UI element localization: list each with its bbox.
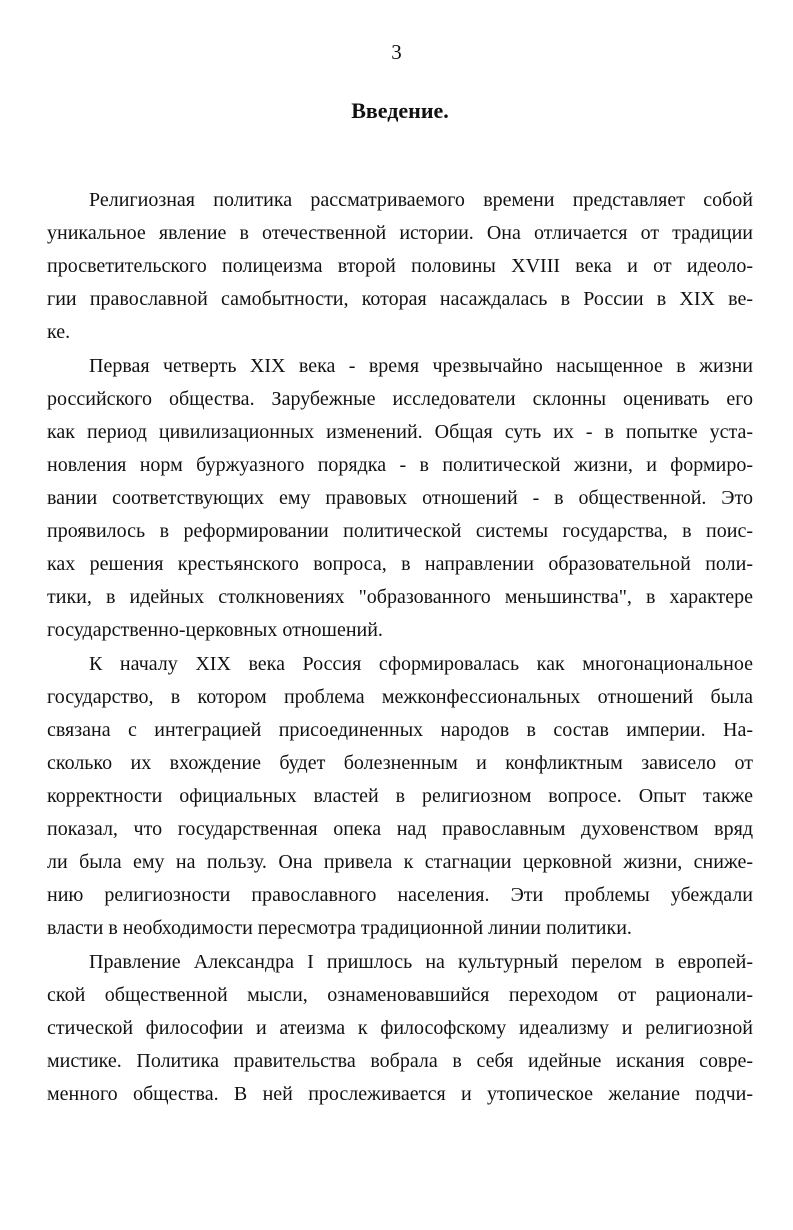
paragraph-line: проявилось в реформировании политической системы государства, в поис- [47,520,753,542]
paragraph-line: мистике. Политика правительства вобрала в себя идейные искания совре- [47,1050,753,1072]
paragraph-line: ках решения крестьянского вопроса, в направлении образовательной поли- [47,553,753,575]
page-title: Введение. [351,98,449,123]
paragraph-line: Религиозная политика рассматриваемого времени представляет собой [89,189,753,211]
page-number: 3 [391,40,402,64]
paragraph-line: тики, в идейных столкновениях "образованного меньшинства", в характере [47,586,753,608]
paragraph-line: просветительского полицеизма второй половины XVIII века и от идеоло- [47,255,753,277]
paragraph-line: вании соответствующих ему правовых отношений - в общественной. Это [47,487,753,509]
paragraph-line: государственно-церковных отношений. [47,619,383,641]
paragraph-line: власти в необходимости пересмотра традиционной линии политики. [47,917,632,939]
paragraph-1 [47,184,753,349]
paragraph-line: новления норм буржуазного порядка - в политической жизни, и формиро- [47,454,753,476]
paragraph-line: ской общественной мысли, ознаменовавшийся переходом от рационали- [47,984,753,1006]
paragraph-line: как период цивилизационных изменений. Общая суть их - в попытке уста- [47,421,753,443]
paragraph-line: корректности официальных властей в религиозном вопросе. Опыт также [47,785,753,807]
paragraph-line: ли была ему на пользу. Она привела к стагнации церковной жизни, сниже- [47,851,753,873]
paragraph-line: показал, что государственная опека над православным духовенством вряд [47,818,753,840]
paragraph-line: государство, в котором проблема межконфессиональных отношений была [47,686,753,708]
paragraph-line: российского общества. Зарубежные исследователи склонны оценивать его [47,388,753,410]
paragraph-4 [47,946,753,1111]
paragraph-3 [47,648,753,945]
paragraph-line: К началу XIX века Россия сформировалась как многонациональное [89,653,753,675]
paragraph-line: ке. [47,321,71,343]
paragraph-line: нию религиозности православного населения. Эти проблемы убеждали [47,884,753,906]
paragraph-line: сколько их вхождение будет болезненным и конфликтным зависело от [47,752,753,774]
document-body [47,184,753,1112]
paragraph-2 [47,350,753,647]
paragraph-line: стической философии и атеизма к философскому идеализму и религиозной [47,1017,753,1039]
paragraph-line: менного общества. В ней прослеживается и утопическое желание подчи- [47,1083,753,1105]
paragraph-line: уникальное явление в отечественной истории. Она отличается от традиции [47,222,753,244]
paragraph-line: Правление Александра I пришлось на культурный перелом в европей- [89,951,753,973]
paragraph-line: связана с интеграцией присоединенных народов в состав империи. На- [47,719,753,741]
paragraph-line: гии православной самобытности, которая насаждалась в России в XIX ве- [47,288,753,310]
paragraph-line: Первая четверть XIX века - время чрезвычайно насыщенное в жизни [89,355,753,377]
